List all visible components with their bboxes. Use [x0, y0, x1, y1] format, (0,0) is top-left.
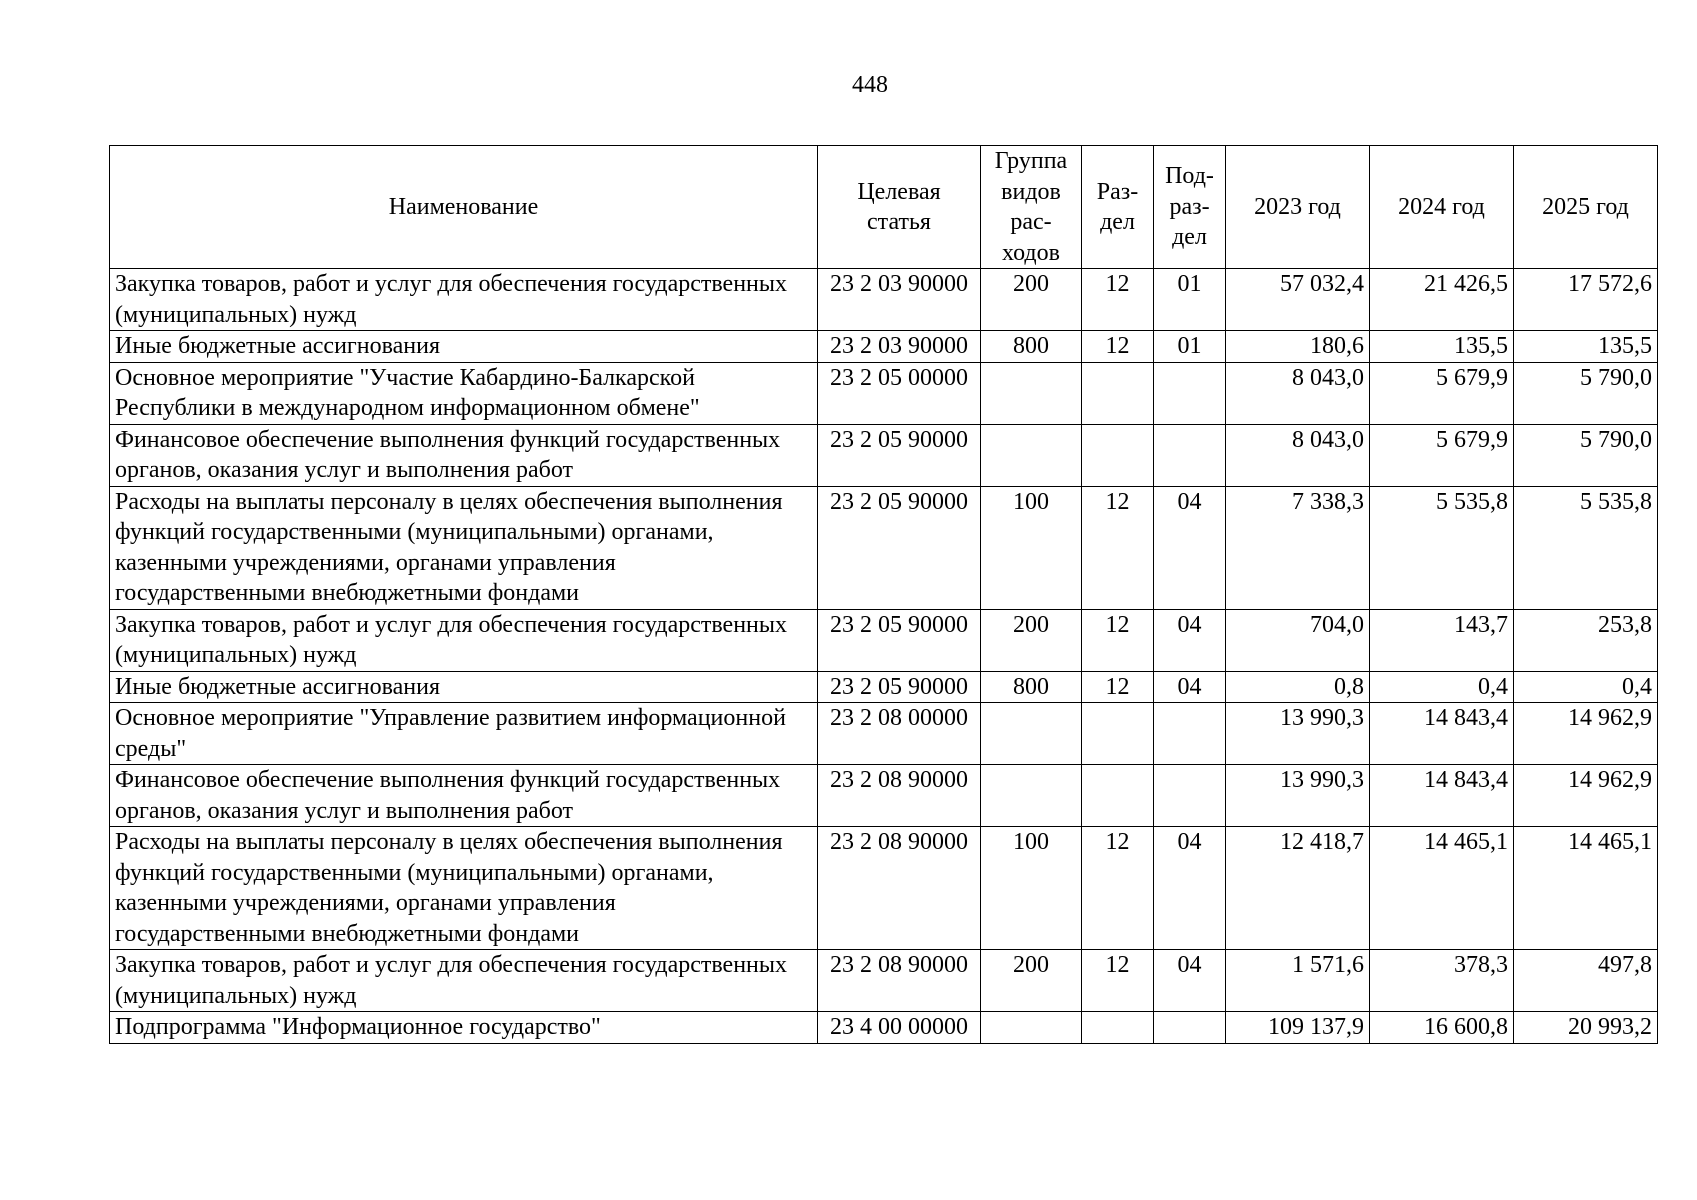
- header-section-line: дел: [1100, 209, 1135, 235]
- cell-2025: 497,8: [1514, 950, 1658, 1012]
- cell-2024: 0,4: [1370, 671, 1514, 703]
- cell-name: Подпрограмма "Информационное государство": [110, 1012, 818, 1044]
- cell-2025: 14 962,9: [1514, 765, 1658, 827]
- header-subsection-line: Под-: [1165, 163, 1214, 190]
- header-expense-group-line: ходов: [1002, 239, 1060, 266]
- cell-2023: 1 571,6: [1226, 950, 1370, 1012]
- cell-2023: 57 032,4: [1226, 269, 1370, 331]
- cell-2025: 253,8: [1514, 609, 1658, 671]
- header-target-article: [818, 146, 981, 269]
- cell-name: Иные бюджетные ассигнования: [110, 671, 818, 703]
- cell-2024: 14 465,1: [1370, 827, 1514, 950]
- cell-name: Закупка товаров, работ и услуг для обеспечения государственных (муниципальных) нужд: [110, 609, 818, 671]
- header-year-2025: 2025 год: [1514, 146, 1658, 269]
- table-row: [110, 765, 1658, 827]
- cell-subsection: [1154, 703, 1226, 765]
- cell-expense-group: [981, 703, 1082, 765]
- cell-subsection: 04: [1154, 609, 1226, 671]
- cell-section: [1082, 765, 1154, 827]
- cell-2025: 5 790,0: [1514, 424, 1658, 486]
- cell-name: Основное мероприятие "Управление развитием информационной среды": [110, 703, 818, 765]
- budget-table: [109, 145, 1658, 1044]
- cell-2024: 5 679,9: [1370, 362, 1514, 424]
- cell-expense-group: 200: [981, 950, 1082, 1012]
- cell-2025: 14 465,1: [1514, 827, 1658, 950]
- table-body: [110, 269, 1658, 1044]
- cell-subsection: 04: [1154, 950, 1226, 1012]
- cell-target-article: 23 2 03 90000: [818, 331, 981, 363]
- cell-expense-group: 100: [981, 486, 1082, 609]
- cell-subsection: 04: [1154, 671, 1226, 703]
- cell-expense-group: [981, 362, 1082, 424]
- cell-2025: 0,4: [1514, 671, 1658, 703]
- cell-name: Закупка товаров, работ и услуг для обеспечения государственных (муниципальных) нужд: [110, 269, 818, 331]
- cell-subsection: 04: [1154, 486, 1226, 609]
- cell-2024: 21 426,5: [1370, 269, 1514, 331]
- cell-target-article: 23 2 05 90000: [818, 424, 981, 486]
- cell-2024: 143,7: [1370, 609, 1514, 671]
- cell-name: Финансовое обеспечение выполнения функций государственных органов, оказания услуг и выполнения работ: [110, 424, 818, 486]
- cell-section: [1082, 362, 1154, 424]
- cell-subsection: 04: [1154, 827, 1226, 950]
- cell-subsection: [1154, 1012, 1226, 1044]
- cell-section: [1082, 703, 1154, 765]
- page-number: 448: [852, 72, 888, 98]
- header-year-2023: 2023 год: [1226, 146, 1370, 269]
- cell-2024: 378,3: [1370, 950, 1514, 1012]
- cell-section: 12: [1082, 950, 1154, 1012]
- cell-section: 12: [1082, 269, 1154, 331]
- cell-2023: 0,8: [1226, 671, 1370, 703]
- table-row: [110, 1012, 1658, 1044]
- table-row: [110, 486, 1658, 609]
- cell-2023: 12 418,7: [1226, 827, 1370, 950]
- cell-target-article: 23 2 05 90000: [818, 671, 981, 703]
- cell-target-article: 23 2 05 00000: [818, 362, 981, 424]
- cell-target-article: 23 2 08 90000: [818, 827, 981, 950]
- cell-2023: 8 043,0: [1226, 362, 1370, 424]
- header-section-line: Раз-: [1096, 178, 1139, 205]
- cell-subsection: 01: [1154, 269, 1226, 331]
- cell-section: [1082, 1012, 1154, 1044]
- cell-section: 12: [1082, 827, 1154, 950]
- cell-2024: 14 843,4: [1370, 703, 1514, 765]
- header-target-article-line: Целевая: [857, 178, 941, 205]
- cell-2023: 13 990,3: [1226, 765, 1370, 827]
- cell-2023: 109 137,9: [1226, 1012, 1370, 1044]
- cell-target-article: 23 2 08 90000: [818, 765, 981, 827]
- header-subsection: [1154, 146, 1226, 269]
- cell-expense-group: 800: [981, 331, 1082, 363]
- cell-2024: 5 535,8: [1370, 486, 1514, 609]
- header-subsection-line: раз-: [1169, 193, 1210, 220]
- cell-expense-group: 200: [981, 609, 1082, 671]
- cell-2025: 5 790,0: [1514, 362, 1658, 424]
- cell-section: [1082, 424, 1154, 486]
- header-expense-group-line: Группа: [994, 148, 1068, 174]
- table-row: [110, 827, 1658, 950]
- cell-2025: 14 962,9: [1514, 703, 1658, 765]
- cell-2023: 8 043,0: [1226, 424, 1370, 486]
- cell-expense-group: 800: [981, 671, 1082, 703]
- table-row: [110, 671, 1658, 703]
- cell-2024: 16 600,8: [1370, 1012, 1514, 1044]
- cell-2024: 14 843,4: [1370, 765, 1514, 827]
- cell-subsection: [1154, 765, 1226, 827]
- cell-expense-group: [981, 424, 1082, 486]
- cell-2023: 180,6: [1226, 331, 1370, 363]
- cell-section: 12: [1082, 331, 1154, 363]
- cell-target-article: 23 2 08 00000: [818, 703, 981, 765]
- cell-name: Финансовое обеспечение выполнения функций государственных органов, оказания услуг и выполнения работ: [110, 765, 818, 827]
- cell-subsection: [1154, 362, 1226, 424]
- header-name: Наименование: [110, 146, 818, 269]
- header-expense-group-line: видов: [1001, 178, 1061, 205]
- table-header-row: [110, 146, 1658, 269]
- cell-2024: 5 679,9: [1370, 424, 1514, 486]
- cell-expense-group: 100: [981, 827, 1082, 950]
- cell-2023: 13 990,3: [1226, 703, 1370, 765]
- cell-target-article: 23 2 05 90000: [818, 609, 981, 671]
- cell-2023: 704,0: [1226, 609, 1370, 671]
- cell-section: 12: [1082, 609, 1154, 671]
- table-row: [110, 424, 1658, 486]
- table-row: [110, 269, 1658, 331]
- cell-subsection: [1154, 424, 1226, 486]
- cell-2025: 135,5: [1514, 331, 1658, 363]
- cell-target-article: 23 4 00 00000: [818, 1012, 981, 1044]
- table-row: [110, 950, 1658, 1012]
- cell-section: 12: [1082, 486, 1154, 609]
- cell-target-article: 23 2 05 90000: [818, 486, 981, 609]
- cell-subsection: 01: [1154, 331, 1226, 363]
- cell-name: Иные бюджетные ассигнования: [110, 331, 818, 363]
- cell-section: 12: [1082, 671, 1154, 703]
- cell-2024: 135,5: [1370, 331, 1514, 363]
- header-year-2024: 2024 год: [1370, 146, 1514, 269]
- cell-2025: 17 572,6: [1514, 269, 1658, 331]
- header-target-article-line: статья: [867, 209, 931, 235]
- cell-expense-group: 200: [981, 269, 1082, 331]
- cell-2023: 7 338,3: [1226, 486, 1370, 609]
- cell-name: Расходы на выплаты персоналу в целях обеспечения выполнения функций государственными (муниципальными) органами, казенными учреждениями, органами управления государственными внебюджетными фондами: [110, 486, 818, 609]
- cell-name: Основное мероприятие "Участие Кабардино-Балкарской Республики в международном информационном обмене": [110, 362, 818, 424]
- table-row: [110, 609, 1658, 671]
- cell-2025: 5 535,8: [1514, 486, 1658, 609]
- cell-2025: 20 993,2: [1514, 1012, 1658, 1044]
- table-row: [110, 703, 1658, 765]
- cell-target-article: 23 2 03 90000: [818, 269, 981, 331]
- header-section: [1082, 146, 1154, 269]
- table-row: [110, 362, 1658, 424]
- header-expense-group: [981, 146, 1082, 269]
- cell-expense-group: [981, 1012, 1082, 1044]
- cell-name: Расходы на выплаты персоналу в целях обеспечения выполнения функций государственными (муниципальными) органами, казенными учреждениями, органами управления государственными внебюджетными фондами: [110, 827, 818, 950]
- table-row: [110, 331, 1658, 363]
- cell-expense-group: [981, 765, 1082, 827]
- cell-name: Закупка товаров, работ и услуг для обеспечения государственных (муниципальных) нужд: [110, 950, 818, 1012]
- header-subsection-line: дел: [1172, 224, 1207, 251]
- cell-target-article: 23 2 08 90000: [818, 950, 981, 1012]
- header-expense-group-line: рас-: [1010, 209, 1052, 235]
